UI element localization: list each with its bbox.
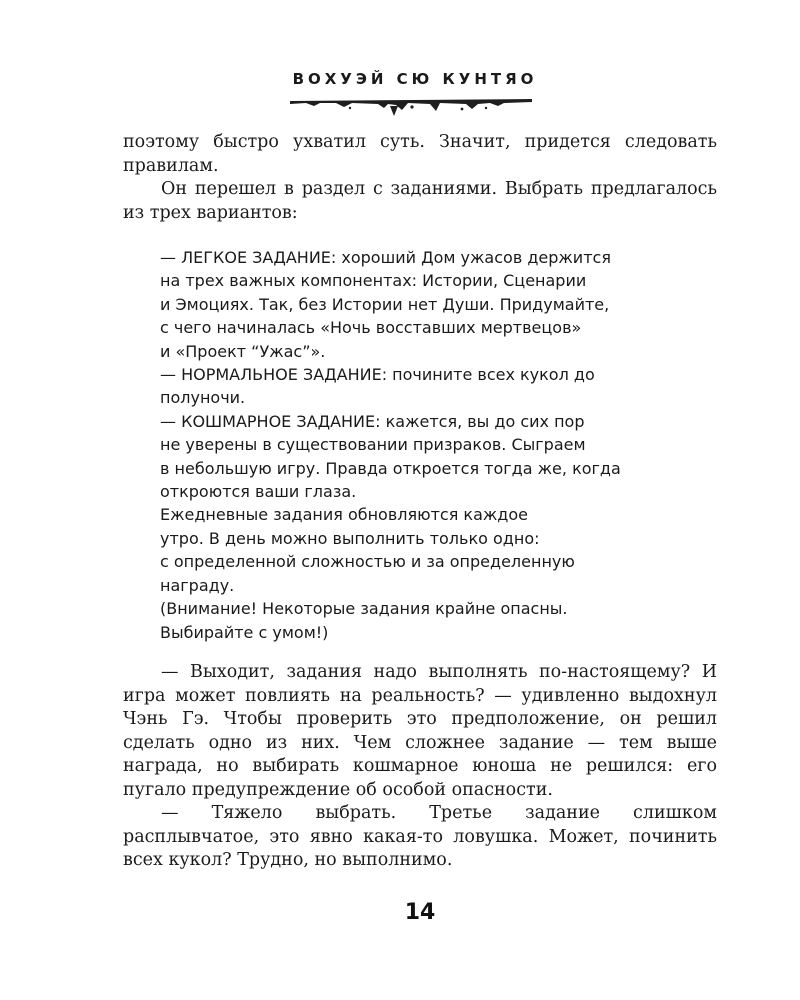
running-header-title: ВОХУЭЙ СЮ КУНТЯО bbox=[292, 70, 538, 88]
paragraph: поэтому быстро ухватил суть. Значит, придется следовать правилам. bbox=[123, 132, 717, 176]
quest-line: — НОРМАЛЬНОЕ ЗАДАНИЕ: почините всех кукол до bbox=[160, 365, 595, 385]
paragraph: — Тяжело выбрать. Третье задание слишком расплывчатое, это явно какая-то ловушка. Может, починить всех кукол? Трудно, но выполнимо. bbox=[123, 803, 717, 870]
quest-line: с определенной сложностью и за определенную bbox=[160, 552, 575, 572]
quest-line: утро. В день можно выполнить только одно: bbox=[160, 528, 540, 548]
quest-line: Выбирайте с умом!) bbox=[160, 622, 329, 642]
quest-line: и «Проект “Ужас”». bbox=[160, 341, 326, 361]
grunge-ornament bbox=[290, 94, 532, 120]
quest-line: награду. bbox=[160, 575, 235, 595]
quest-line: и Эмоциях. Так, без Истории нет Души. Придумайте, bbox=[160, 294, 610, 314]
quest-line: полуночи. bbox=[160, 388, 246, 408]
quest-line: — ЛЕГКОЕ ЗАДАНИЕ: хороший Дом ужасов держится bbox=[160, 248, 611, 267]
quest-line: Ежедневные задания обновляются каждое bbox=[160, 505, 528, 525]
quest-line: в небольшую игру. Правда откроется тогда же, когда bbox=[160, 458, 621, 478]
quest-line: — КОШМАРНОЕ ЗАДАНИЕ: кажется, вы до сих пор bbox=[160, 411, 585, 431]
page-number: 14 bbox=[404, 900, 436, 925]
quest-line: (Внимание! Некоторые задания крайне опасны. bbox=[160, 599, 568, 619]
paragraph: — Выходит, задания надо выполнять по-настоящему? И игра может повлиять на реальность? — удивленно выдохнул Чэнь Гэ. Чтобы проверить это предположение, он решил сделать одно из них. Чем сложнее задание — тем выше награда, но выбирать кошмарное юноша не решился: его пугало предупреждение об особой опасности. bbox=[123, 662, 717, 800]
quest-line: с чего начиналась «Ночь восставших мертвецов» bbox=[160, 318, 582, 338]
quest-list-block bbox=[160, 246, 700, 644]
bottom-paragraphs bbox=[123, 661, 717, 873]
quest-line: на трех важных компонентах: Истории, Сценарии bbox=[160, 271, 587, 291]
paragraph: Он перешел в раздел с заданиями. Выбрать предлагалось из трех вариантов: bbox=[123, 179, 717, 223]
top-paragraphs bbox=[123, 131, 717, 225]
quest-line: не уверены в существовании призраков. Сыграем bbox=[160, 435, 586, 455]
quest-line: откроются ваши глаза. bbox=[160, 482, 357, 502]
